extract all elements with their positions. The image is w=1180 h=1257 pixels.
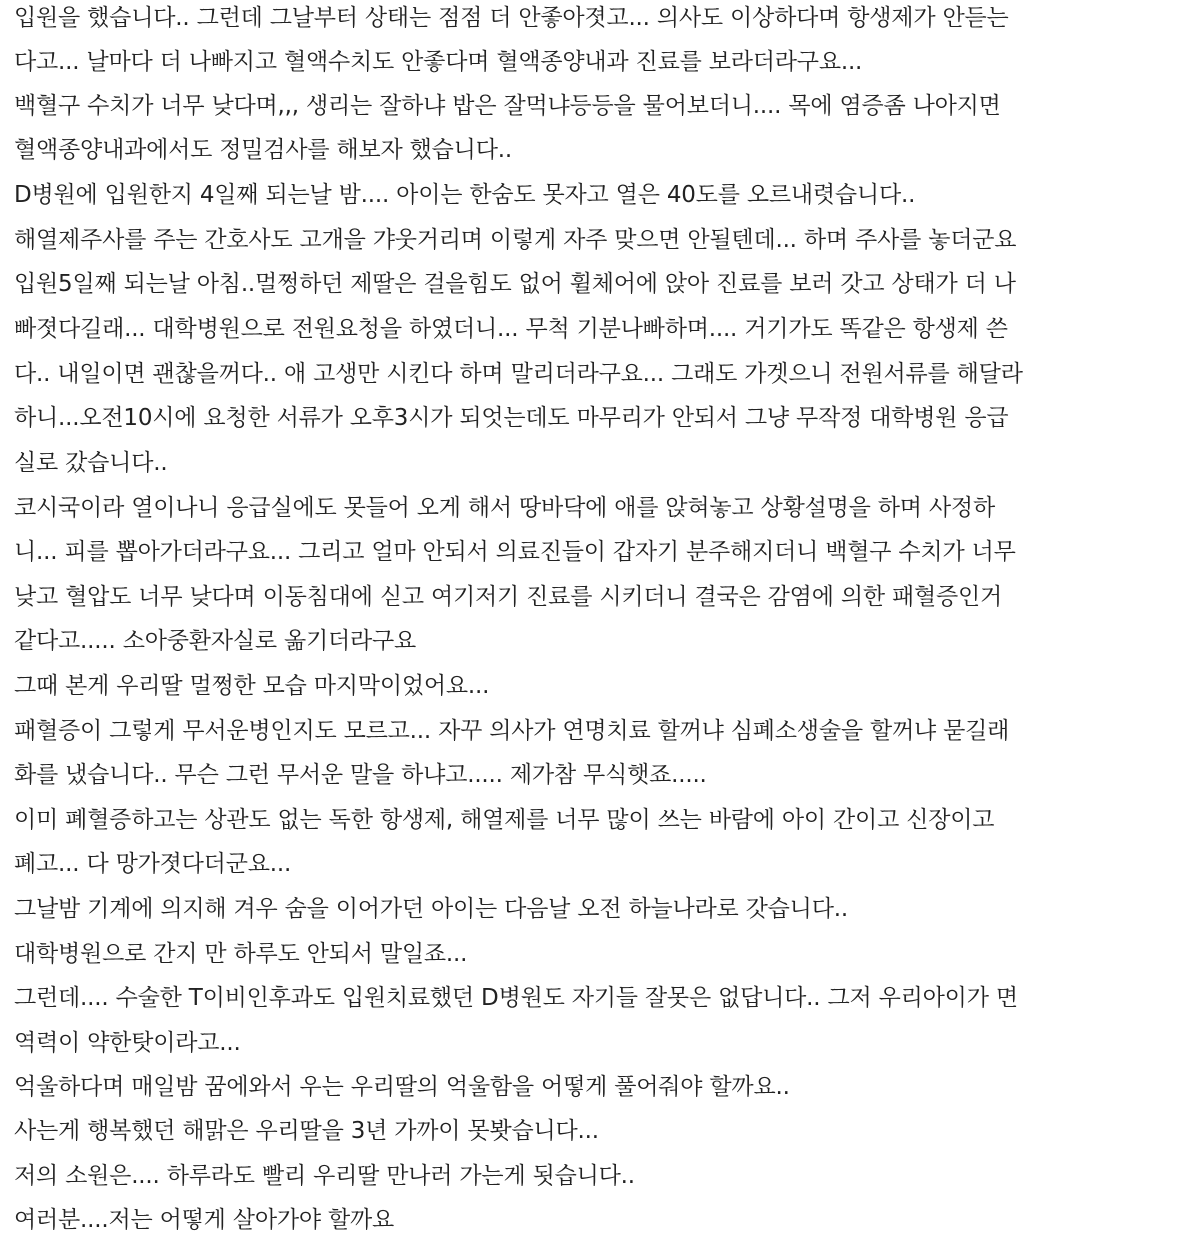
post-line: 여러분....저는 어떻게 살아가야 할까요 [14,1207,395,1233]
post-line: 대학병원으로 간지 만 하루도 안되서 말일죠... [14,941,468,967]
post-line: 억울하다며 매일밤 꿈에와서 우는 우리딸의 억울함을 어떻게 풀어줘야 할까요.. [14,1074,790,1100]
post-line: 그때 본게 우리딸 멀쩡한 모습 마지막이었어요... [14,673,490,699]
post-line: 이미 폐혈증하고는 상관도 없는 독한 항생제, 해열제를 너무 많이 쓰는 바람에 아이 간이고 신장이고 [14,807,995,833]
post-line: 입원5일째 되는날 아침..멀쩡하던 제딸은 걸을힘도 없어 휠체어에 앉아 진료를 보러 갓고 상태가 더 나 [14,271,1016,297]
post-line: 하니...오전10시에 요청한 서류가 오후3시가 되엇는데도 마무리가 안되서 그냥 무작정 대학병원 응급 [14,405,1009,431]
post-line: 다고... 날마다 더 나빠지고 혈액수치도 안좋다며 혈액종양내과 진료를 보라더라구요... [14,49,863,75]
post-line: 패혈증이 그렇게 무서운병인지도 모르고... 자꾸 의사가 연명치료 할꺼냐 심폐소생술을 할꺼냐 묻길래 [14,718,1010,744]
post-line: 역력이 약한탓이라고... [14,1030,241,1056]
post-line: 폐고... 다 망가졋다더군요... [14,851,292,877]
post-line: D병원에 입원한지 4일째 되는날 밤.... 아이는 한숨도 못자고 열은 40도를 오르내렷습니다.. [14,182,916,208]
post-line: 화를 냈습니다.. 무슨 그런 무서운 말을 하냐고..... 제가참 무식햇죠..... [14,762,707,788]
post-line: 백혈구 수치가 너무 낮다며,,, 생리는 잘하냐 밥은 잘먹냐등등을 물어보더니.... 목에 염증좀 나아지면 [14,93,1001,119]
post-line: 같다고..... 소아중환자실로 옮기더라구요 [14,628,417,654]
post-line: 빠졋다길래... 대학병원으로 전원요청을 하였더니... 무척 기분나빠하며.... 거기가도 똑같은 항생제 쓴 [14,316,1008,342]
post-line: 실로 갔습니다.. [14,450,168,476]
post-line: 해열제주사를 주는 간호사도 고개을 갸웃거리며 이렇게 자주 맞으면 안될텐데... 하며 주사를 놓더군요 [14,227,1017,253]
post-line: 코시국이라 열이나니 응급실에도 못들어 오게 해서 땅바닥에 애를 앉혀놓고 상황설명을 하며 사정하 [14,495,995,521]
post-line: 저의 소원은.... 하루라도 빨리 우리딸 만나러 가는게 됫습니다.. [14,1163,635,1189]
post-line: 그런데.... 수술한 T이비인후과도 입원치료했던 D병원도 자기들 잘못은 없답니다.. 그저 우리아이가 면 [14,985,1018,1011]
post-line: 니... 피를 뽑아가더라구요... 그리고 얼마 안되서 의료진들이 갑자기 분주해지더니 백혈구 수치가 너무 [14,539,1016,565]
post-line: 입원을 했습니다.. 그런데 그날부터 상태는 점점 더 안좋아졋고... 의사도 이상하다며 항생제가 안듣는 [14,5,1009,31]
post-line: 사는게 행복했던 해맑은 우리딸을 3년 가까이 못봣습니다... [14,1118,599,1144]
post-line: 혈액종양내과에서도 정밀검사를 해보자 했습니다.. [14,137,512,163]
post-line: 낮고 혈압도 너무 낮다며 이동침대에 싣고 여기저기 진료를 시키더니 결국은 감염에 의한 패혈증인거 [14,584,1003,610]
post-line: 그날밤 기계에 의지해 겨우 숨을 이어가던 아이는 다음날 오전 하늘나라로 갓습니다.. [14,896,848,922]
post-line: 다.. 내일이면 괜찮을꺼다.. 애 고생만 시킨다 하며 말리더라구요... 그래도 가겟으니 전원서류를 해달라 [14,361,1023,387]
